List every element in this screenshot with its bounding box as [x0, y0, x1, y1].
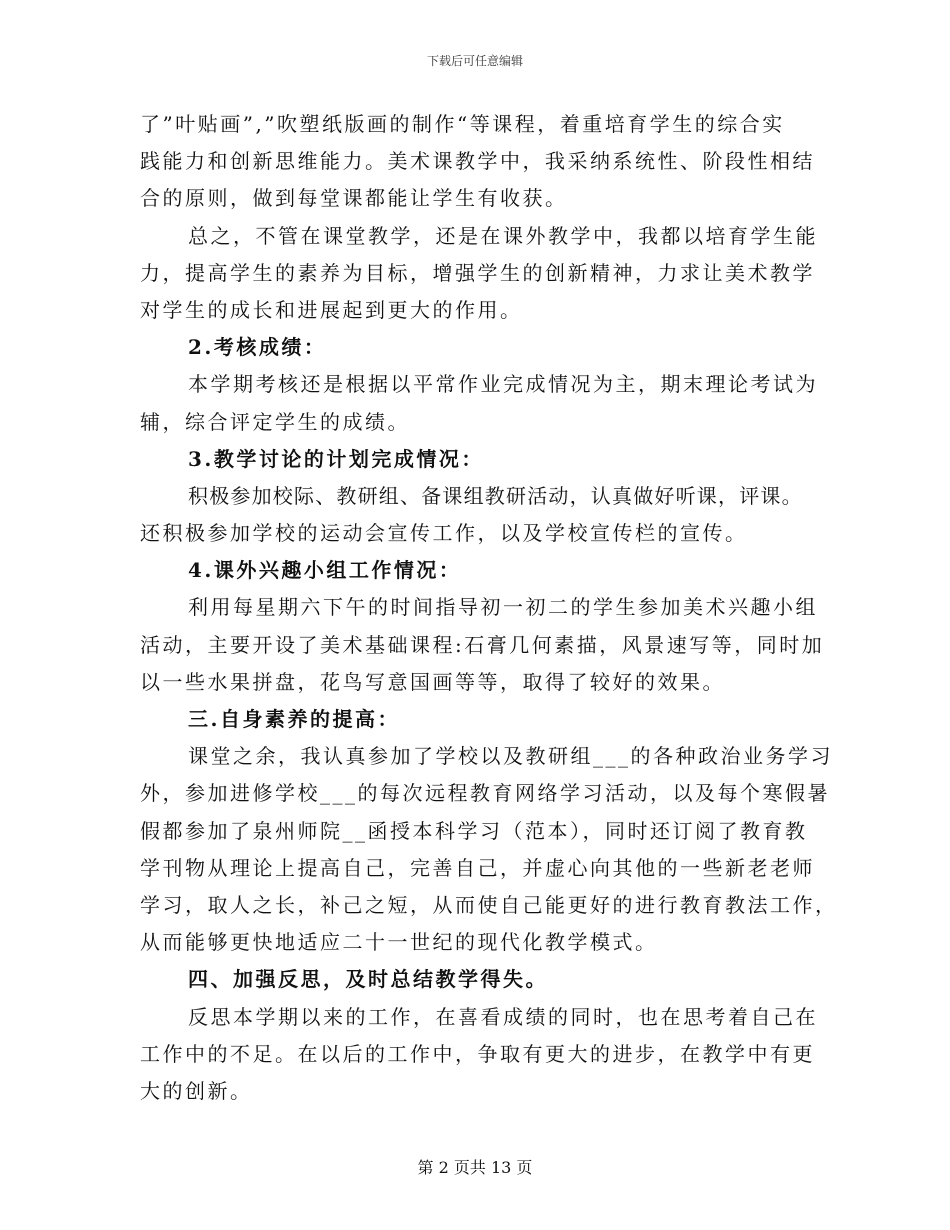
paragraph-start: 本学期考核还是根据以平常作业完成情况为主，期末理论考试为 [188, 372, 818, 397]
section-heading: 4.课外兴趣小组工作情况： [188, 558, 462, 583]
body-line: 工作中的不足。在以后的工作中，争取有更大的进步，在教学中有更 [140, 1041, 815, 1066]
paragraph-start: 反思本学期以来的工作，在喜看成绩的同时，也在思考着自己在 [188, 1004, 818, 1029]
body-line: 践能力和创新思维能力。美术课教学中，我采纳系统性、阶段性相结 [140, 149, 815, 174]
paragraph-start: 课堂之余，我认真参加了学校以及教研组___的各种政治业务学习 [188, 744, 833, 769]
body-line: 了”叶贴画”,”吹塑纸版画的制作“等课程，着重培育学生的综合实 [140, 112, 785, 136]
section-heading: 三.自身素养的提高： [188, 707, 400, 731]
body-line: 力，提高学生的素养为目标，增强学生的创新精神，力求让美术教学 [140, 260, 815, 285]
section-heading: 2.考核成绩： [188, 335, 327, 360]
body-line: 学刊物从理论上提高自己，完善自己，并虚心向其他的一些新老老师 [140, 855, 815, 880]
section-heading: 3.教学讨论的计划完成情况： [188, 446, 484, 471]
paragraph-start: 利用每星期六下午的时间指导初一初二的学生参加美术兴趣小组 [188, 595, 818, 620]
body-line: 合的原则，做到每堂课都能让学生有收获。 [140, 186, 568, 211]
body-line: 从而能够更快地适应二十一世纪的现代化教学模式。 [140, 930, 658, 955]
page-header: 下载后可任意编辑 [426, 54, 523, 68]
section-heading: 四、加强反思，及时总结教学得失。 [188, 967, 548, 992]
body-line: 对学生的成长和进展起到更大的作用。 [140, 297, 523, 322]
paragraph-start: 总之，不管在课堂教学，还是在课外教学中，我都以培育学生能 [188, 223, 818, 248]
body-line: 外，参加进修学校___的每次远程教育网络学习活动，以及每个寒假暑 [140, 781, 830, 806]
document-body [140, 106, 838, 1110]
body-line: 还积极参加学校的运动会宣传工作，以及学校宣传栏的宣传。 [140, 521, 748, 546]
body-line: 大的创新。 [140, 1078, 253, 1103]
body-line: 学习，取人之长，补己之短，从而使自己能更好的进行教育教法工作， [140, 892, 838, 917]
body-line: 假都参加了泉州师院__函授本科学习（范本），同时还订阅了教育教 [140, 818, 808, 843]
paragraph-start: 积极参加校际、教研组、备课组教研活动，认真做好听课，评课。 [188, 483, 803, 508]
page-footer: 第 2 页共 13 页 [417, 1158, 533, 1177]
body-line: 以一些水果拼盘，花鸟写意国画等等，取得了较好的效果。 [140, 669, 725, 694]
body-line: 辅，综合评定学生的成绩。 [140, 409, 410, 434]
body-line: 活动，主要开设了美术基础课程:石膏几何素描，风景速写等，同时加 [140, 632, 825, 657]
